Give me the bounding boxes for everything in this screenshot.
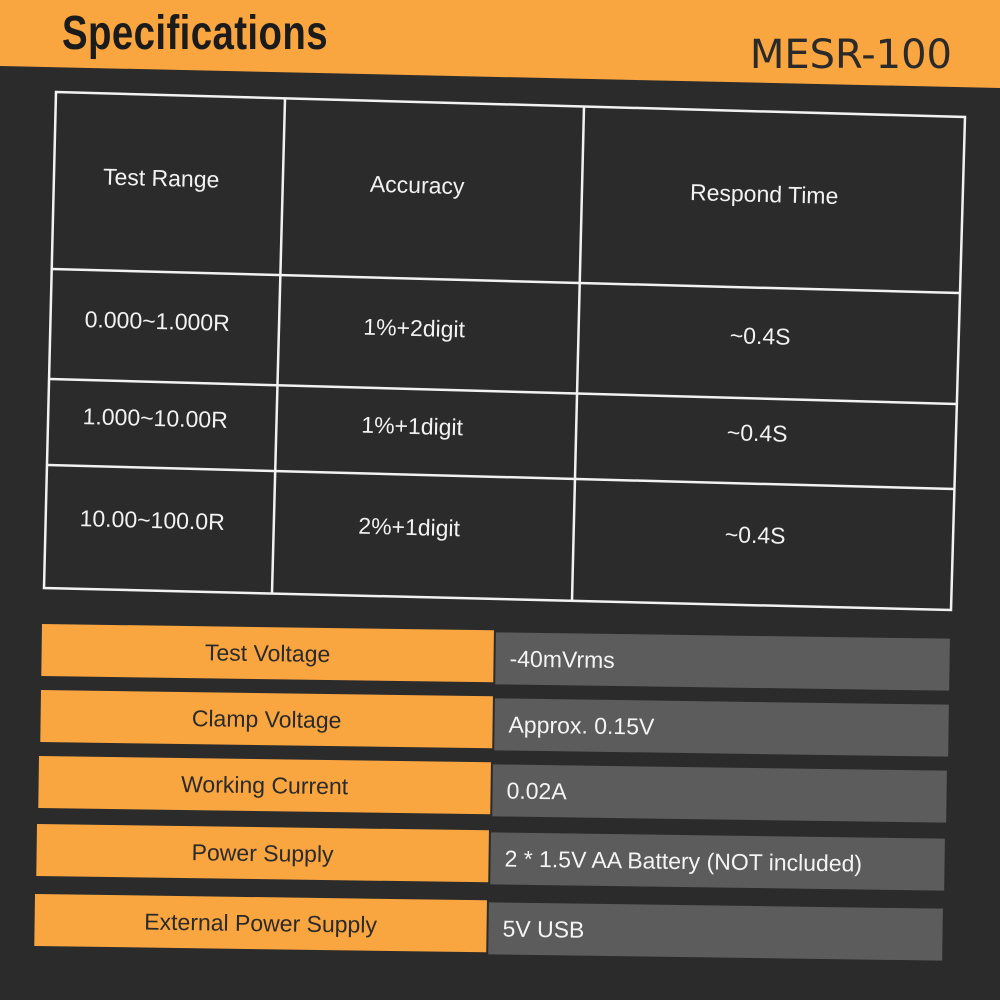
table-row-line: [48, 465, 954, 489]
spec-row-power-supply: [36, 824, 945, 889]
spec-value: 5V USB: [488, 902, 943, 960]
cell-range-3: 10.00~100.0R: [79, 505, 226, 535]
cell-time-3: ~0.4S: [724, 521, 786, 549]
spec-value: 2 * 1.5V AA Battery (NOT included): [490, 832, 945, 890]
spec-row-clamp-voltage: [40, 690, 949, 755]
spec-row-external-power-supply: [34, 894, 943, 959]
model-number: MESR-100: [749, 32, 952, 78]
cell-range-2: 1.000~10.00R: [82, 403, 229, 433]
cell-accuracy-3: 2%+1digit: [358, 512, 461, 542]
cell-time-1: ~0.4S: [729, 322, 791, 350]
header-accuracy: Accuracy: [369, 170, 465, 200]
spec-label: Power Supply: [36, 824, 489, 882]
spec-value: 0.02A: [492, 764, 947, 822]
table-row-line: [52, 269, 959, 293]
spec-row-working-current: [38, 756, 947, 821]
table-row-line: [50, 379, 956, 404]
cell-time-2: ~0.4S: [726, 419, 788, 447]
spec-value: -40mVrms: [495, 632, 950, 690]
spec-label: Test Voltage: [41, 624, 494, 682]
spec-label: Clamp Voltage: [40, 690, 493, 748]
cell-accuracy-1: 1%+2digit: [363, 313, 466, 343]
cell-range-1: 0.000~1.000R: [84, 306, 231, 336]
table-col-line: [572, 107, 584, 601]
header-respond-time: Respond Time: [689, 179, 839, 209]
cell-accuracy-2: 1%+1digit: [361, 411, 464, 441]
page-title: Specifications: [62, 7, 328, 60]
spec-value: Approx. 0.15V: [494, 698, 949, 756]
header-test-range: Test Range: [102, 163, 220, 193]
spec-label: Working Current: [38, 756, 491, 814]
spec-label: External Power Supply: [34, 894, 487, 952]
table-col-line: [272, 99, 285, 593]
